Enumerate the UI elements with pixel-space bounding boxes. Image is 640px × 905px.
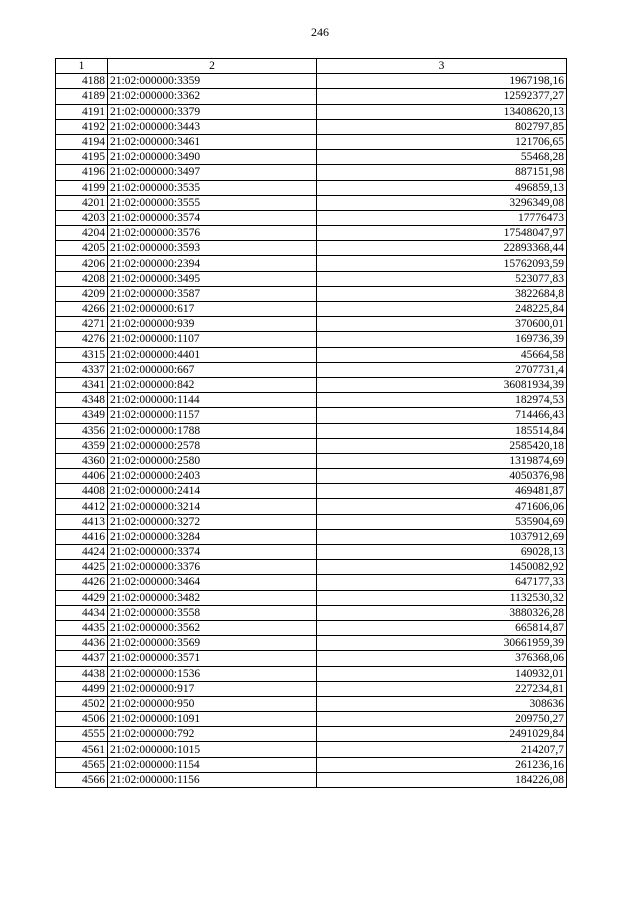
cadastral-number-cell: 21:02:000000:3497 bbox=[108, 165, 317, 180]
cadastral-number-cell: 21:02:000000:842 bbox=[108, 377, 317, 392]
value-cell: 182974,53 bbox=[317, 393, 567, 408]
row-number-cell: 4205 bbox=[56, 241, 108, 256]
cadastral-number-cell: 21:02:000000:3535 bbox=[108, 180, 317, 195]
cadastral-number-cell: 21:02:000000:1156 bbox=[108, 772, 317, 787]
value-cell: 17548047,97 bbox=[317, 226, 567, 241]
table-row bbox=[56, 256, 567, 271]
value-cell: 3822684,8 bbox=[317, 286, 567, 301]
value-cell: 261236,16 bbox=[317, 757, 567, 772]
row-number-cell: 4337 bbox=[56, 362, 108, 377]
row-number-cell: 4429 bbox=[56, 590, 108, 605]
cadastral-number-cell: 21:02:000000:939 bbox=[108, 317, 317, 332]
column-header: 1 bbox=[56, 59, 108, 74]
value-cell: 2707731,4 bbox=[317, 362, 567, 377]
cadastral-number-cell: 21:02:000000:3482 bbox=[108, 590, 317, 605]
table-row bbox=[56, 180, 567, 195]
cadastral-number-cell: 21:02:000000:1788 bbox=[108, 423, 317, 438]
value-cell: 1132530,32 bbox=[317, 590, 567, 605]
row-number-cell: 4412 bbox=[56, 499, 108, 514]
row-number-cell: 4502 bbox=[56, 696, 108, 711]
table-row bbox=[56, 150, 567, 165]
table-row bbox=[56, 514, 567, 529]
value-cell: 802797,85 bbox=[317, 119, 567, 134]
table-row bbox=[56, 727, 567, 742]
cadastral-number-cell: 21:02:000000:4401 bbox=[108, 347, 317, 362]
value-cell: 214207,7 bbox=[317, 742, 567, 757]
table-row bbox=[56, 590, 567, 605]
table-row bbox=[56, 499, 567, 514]
value-cell: 17776473 bbox=[317, 210, 567, 225]
cadastral-number-cell: 21:02:000000:1107 bbox=[108, 332, 317, 347]
row-number-cell: 4188 bbox=[56, 74, 108, 89]
row-number-cell: 4356 bbox=[56, 423, 108, 438]
value-cell: 22893368,44 bbox=[317, 241, 567, 256]
table-row bbox=[56, 772, 567, 787]
table-row bbox=[56, 119, 567, 134]
value-cell: 1450082,92 bbox=[317, 560, 567, 575]
row-number-cell: 4408 bbox=[56, 484, 108, 499]
row-number-cell: 4359 bbox=[56, 438, 108, 453]
value-cell: 2491029,84 bbox=[317, 727, 567, 742]
row-number-cell: 4360 bbox=[56, 453, 108, 468]
cadastral-number-cell: 21:02:000000:1157 bbox=[108, 408, 317, 423]
table-row bbox=[56, 605, 567, 620]
table-row bbox=[56, 545, 567, 560]
cadastral-number-cell: 21:02:000000:3461 bbox=[108, 134, 317, 149]
cadastral-number-cell: 21:02:000000:1091 bbox=[108, 712, 317, 727]
cadastral-number-cell: 21:02:000000:950 bbox=[108, 696, 317, 711]
page-number: 246 bbox=[311, 25, 329, 39]
cadastral-number-cell: 21:02:000000:3272 bbox=[108, 514, 317, 529]
cadastral-number-cell: 21:02:000000:1536 bbox=[108, 666, 317, 681]
row-number-cell: 4434 bbox=[56, 605, 108, 620]
value-cell: 1037912,69 bbox=[317, 529, 567, 544]
table-row bbox=[56, 332, 567, 347]
column-header: 3 bbox=[317, 59, 567, 74]
value-cell: 185514,84 bbox=[317, 423, 567, 438]
table-row bbox=[56, 165, 567, 180]
row-number-cell: 4194 bbox=[56, 134, 108, 149]
cadastral-number-cell: 21:02:000000:2580 bbox=[108, 453, 317, 468]
cadastral-number-cell: 21:02:000000:792 bbox=[108, 727, 317, 742]
row-number-cell: 4201 bbox=[56, 195, 108, 210]
cadastral-number-cell: 21:02:000000:3574 bbox=[108, 210, 317, 225]
row-number-cell: 4406 bbox=[56, 469, 108, 484]
table-header-row bbox=[56, 59, 567, 74]
row-number-cell: 4191 bbox=[56, 104, 108, 119]
row-number-cell: 4565 bbox=[56, 757, 108, 772]
value-cell: 169736,39 bbox=[317, 332, 567, 347]
table-body bbox=[56, 74, 567, 788]
value-cell: 535904,69 bbox=[317, 514, 567, 529]
value-cell: 370600,01 bbox=[317, 317, 567, 332]
value-cell: 496859,13 bbox=[317, 180, 567, 195]
row-number-cell: 4196 bbox=[56, 165, 108, 180]
table-row bbox=[56, 666, 567, 681]
cadastral-number-cell: 21:02:000000:3443 bbox=[108, 119, 317, 134]
table-row bbox=[56, 529, 567, 544]
table-row bbox=[56, 469, 567, 484]
row-number-cell: 4348 bbox=[56, 393, 108, 408]
row-number-cell: 4276 bbox=[56, 332, 108, 347]
value-cell: 12592377,27 bbox=[317, 89, 567, 104]
value-cell: 227234,81 bbox=[317, 681, 567, 696]
table-row bbox=[56, 271, 567, 286]
row-number-cell: 4199 bbox=[56, 180, 108, 195]
row-number-cell: 4555 bbox=[56, 727, 108, 742]
cadastral-number-cell: 21:02:000000:3376 bbox=[108, 560, 317, 575]
cadastral-number-cell: 21:02:000000:2578 bbox=[108, 438, 317, 453]
table-row bbox=[56, 575, 567, 590]
value-cell: 308636 bbox=[317, 696, 567, 711]
cadastral-number-cell: 21:02:000000:3587 bbox=[108, 286, 317, 301]
value-cell: 55468,28 bbox=[317, 150, 567, 165]
value-cell: 30661959,39 bbox=[317, 636, 567, 651]
cadastral-number-cell: 21:02:000000:3214 bbox=[108, 499, 317, 514]
row-number-cell: 4266 bbox=[56, 302, 108, 317]
row-number-cell: 4424 bbox=[56, 545, 108, 560]
table-row bbox=[56, 377, 567, 392]
value-cell: 3296349,08 bbox=[317, 195, 567, 210]
row-number-cell: 4438 bbox=[56, 666, 108, 681]
table-row bbox=[56, 757, 567, 772]
row-number-cell: 4209 bbox=[56, 286, 108, 301]
cadastral-number-cell: 21:02:000000:3571 bbox=[108, 651, 317, 666]
row-number-cell: 4413 bbox=[56, 514, 108, 529]
row-number-cell: 4189 bbox=[56, 89, 108, 104]
row-number-cell: 4426 bbox=[56, 575, 108, 590]
cadastral-number-cell: 21:02:000000:667 bbox=[108, 362, 317, 377]
value-cell: 4050376,98 bbox=[317, 469, 567, 484]
cadastral-number-cell: 21:02:000000:3558 bbox=[108, 605, 317, 620]
table-row bbox=[56, 742, 567, 757]
value-cell: 471606,06 bbox=[317, 499, 567, 514]
cadastral-number-cell: 21:02:000000:1144 bbox=[108, 393, 317, 408]
value-cell: 887151,98 bbox=[317, 165, 567, 180]
table-row bbox=[56, 393, 567, 408]
value-cell: 1967198,16 bbox=[317, 74, 567, 89]
cadastral-number-cell: 21:02:000000:3284 bbox=[108, 529, 317, 544]
value-cell: 523077,83 bbox=[317, 271, 567, 286]
row-number-cell: 4561 bbox=[56, 742, 108, 757]
value-cell: 248225,84 bbox=[317, 302, 567, 317]
row-number-cell: 4425 bbox=[56, 560, 108, 575]
table-row bbox=[56, 302, 567, 317]
cadastral-number-cell: 21:02:000000:3569 bbox=[108, 636, 317, 651]
table-row bbox=[56, 317, 567, 332]
row-number-cell: 4416 bbox=[56, 529, 108, 544]
value-cell: 469481,87 bbox=[317, 484, 567, 499]
value-cell: 69028,13 bbox=[317, 545, 567, 560]
value-cell: 45664,58 bbox=[317, 347, 567, 362]
row-number-cell: 4437 bbox=[56, 651, 108, 666]
row-number-cell: 4204 bbox=[56, 226, 108, 241]
table-row bbox=[56, 347, 567, 362]
row-number-cell: 4341 bbox=[56, 377, 108, 392]
row-number-cell: 4195 bbox=[56, 150, 108, 165]
value-cell: 714466,43 bbox=[317, 408, 567, 423]
value-cell: 140932,01 bbox=[317, 666, 567, 681]
table-row bbox=[56, 226, 567, 241]
cadastral-number-cell: 21:02:000000:3593 bbox=[108, 241, 317, 256]
row-number-cell: 4203 bbox=[56, 210, 108, 225]
cadastral-number-cell: 21:02:000000:2414 bbox=[108, 484, 317, 499]
value-cell: 665814,87 bbox=[317, 620, 567, 635]
table-row bbox=[56, 362, 567, 377]
row-number-cell: 4436 bbox=[56, 636, 108, 651]
value-cell: 1319874,69 bbox=[317, 453, 567, 468]
value-cell: 36081934,39 bbox=[317, 377, 567, 392]
cadastral-number-cell: 21:02:000000:2394 bbox=[108, 256, 317, 271]
value-cell: 2585420,18 bbox=[317, 438, 567, 453]
table-row bbox=[56, 681, 567, 696]
cadastral-number-cell: 21:02:000000:3490 bbox=[108, 150, 317, 165]
data-table bbox=[55, 58, 567, 788]
table-row bbox=[56, 438, 567, 453]
value-cell: 376368,06 bbox=[317, 651, 567, 666]
cadastral-number-cell: 21:02:000000:2403 bbox=[108, 469, 317, 484]
row-number-cell: 4506 bbox=[56, 712, 108, 727]
table-row bbox=[56, 712, 567, 727]
table-row bbox=[56, 696, 567, 711]
row-number-cell: 4206 bbox=[56, 256, 108, 271]
cadastral-number-cell: 21:02:000000:3576 bbox=[108, 226, 317, 241]
value-cell: 647177,33 bbox=[317, 575, 567, 590]
cadastral-number-cell: 21:02:000000:3464 bbox=[108, 575, 317, 590]
cadastral-number-cell: 21:02:000000:3359 bbox=[108, 74, 317, 89]
table-row bbox=[56, 104, 567, 119]
cadastral-number-cell: 21:02:000000:3562 bbox=[108, 620, 317, 635]
value-cell: 184226,08 bbox=[317, 772, 567, 787]
cadastral-number-cell: 21:02:000000:1154 bbox=[108, 757, 317, 772]
table-row bbox=[56, 651, 567, 666]
row-number-cell: 4499 bbox=[56, 681, 108, 696]
row-number-cell: 4208 bbox=[56, 271, 108, 286]
row-number-cell: 4435 bbox=[56, 620, 108, 635]
cadastral-number-cell: 21:02:000000:3379 bbox=[108, 104, 317, 119]
row-number-cell: 4192 bbox=[56, 119, 108, 134]
cadastral-number-cell: 21:02:000000:617 bbox=[108, 302, 317, 317]
column-header: 2 bbox=[108, 59, 317, 74]
value-cell: 3880326,28 bbox=[317, 605, 567, 620]
table-row bbox=[56, 74, 567, 89]
table-row bbox=[56, 453, 567, 468]
cadastral-number-cell: 21:02:000000:3362 bbox=[108, 89, 317, 104]
cadastral-number-cell: 21:02:000000:3374 bbox=[108, 545, 317, 560]
table-row bbox=[56, 620, 567, 635]
row-number-cell: 4315 bbox=[56, 347, 108, 362]
value-cell: 13408620,13 bbox=[317, 104, 567, 119]
value-cell: 15762093,59 bbox=[317, 256, 567, 271]
table-row bbox=[56, 423, 567, 438]
table-row bbox=[56, 195, 567, 210]
value-cell: 121706,65 bbox=[317, 134, 567, 149]
table-row bbox=[56, 89, 567, 104]
table-row bbox=[56, 210, 567, 225]
table-row bbox=[56, 560, 567, 575]
table-row bbox=[56, 484, 567, 499]
cadastral-number-cell: 21:02:000000:917 bbox=[108, 681, 317, 696]
cadastral-number-cell: 21:02:000000:3555 bbox=[108, 195, 317, 210]
table-row bbox=[56, 636, 567, 651]
row-number-cell: 4271 bbox=[56, 317, 108, 332]
table-row bbox=[56, 134, 567, 149]
row-number-cell: 4349 bbox=[56, 408, 108, 423]
cadastral-number-cell: 21:02:000000:1015 bbox=[108, 742, 317, 757]
cadastral-number-cell: 21:02:000000:3495 bbox=[108, 271, 317, 286]
value-cell: 209750,27 bbox=[317, 712, 567, 727]
table-row bbox=[56, 241, 567, 256]
row-number-cell: 4566 bbox=[56, 772, 108, 787]
table-row bbox=[56, 408, 567, 423]
table-row bbox=[56, 286, 567, 301]
